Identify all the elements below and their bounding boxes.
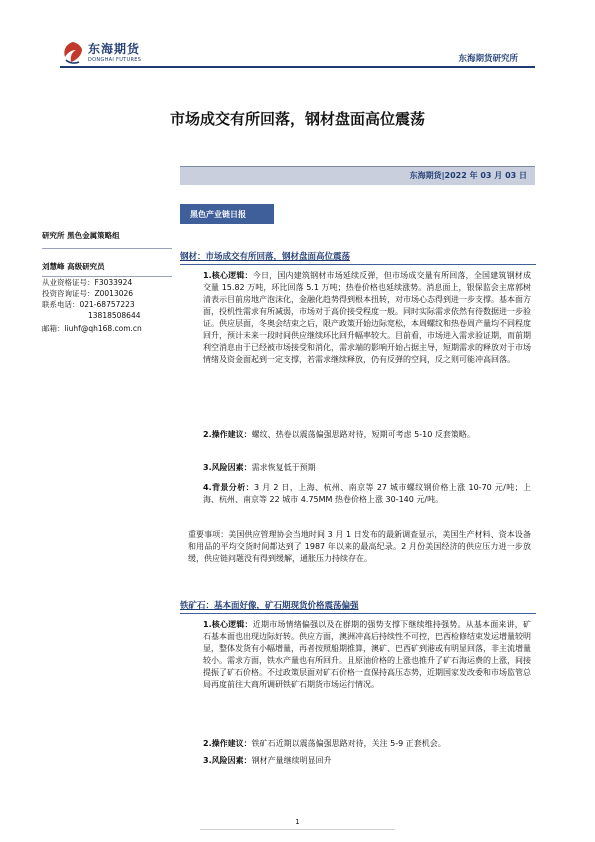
steel-risk-key: 3.风险因素： (203, 463, 252, 472)
logo-text-cn: 东海期货 (88, 42, 141, 56)
iron-ore-core-logic-text: 近期市场情绪偏强以及在群期的强势支撑下继续维持强势。从基本面来讲，矿石基本面也出现边际好转。供应方面，澳洲冲高后持续性不可控，巴西检修结束发运增量较明显，整体发货有小幅增量，再者按照船期推算，澳矿、巴西矿到港或有明显回落，非主流增量较小。需求方面，铁水产量也有所回升。且原油价格的上涨也推升了矿石海运费的上涨，间接提振了矿石价格。不过政策层面对矿石价格一直保持高压态势，近期国家发改委和市场监管总局再度前往大商所调研铁矿石期货市场运行情况。 (203, 620, 531, 689)
steel-core-logic (203, 270, 531, 366)
steel-operation-advice (203, 429, 531, 441)
contact-phone-2: 13818508644 (88, 311, 141, 320)
analyst-name: 刘慧峰 高级研究员 (42, 261, 172, 277)
chain-label: 黑色产业链日报 (190, 210, 246, 219)
iron-ore-core-logic-key: 1.核心逻辑： (203, 620, 253, 629)
page-number: 1 (295, 818, 300, 826)
steel-background-text: 3 月 2 日，上海、杭州、南京等 27 城市螺纹钢价格上涨 10-70 元/吨；上海、杭州、南京等 22 城市 4.75MM 热卷价格上涨 30-140 元/吨。 (203, 483, 531, 504)
report-title: 市场成交有所回落，钢材盘面高位震荡 (169, 110, 425, 128)
iron-ore-operation-key: 2.操作建议： (203, 739, 252, 748)
steel-risk-factor (203, 462, 531, 474)
steel-core-logic-text: 今日，国内建筑钢材市场延续反弹，但市场成交量有所回落，全国建筑钢材成交量 15.82 万吨，环比回落 5.1 万吨；热卷价格也延续涨势。消息面上，银保监会主席郭树清表示目前房地产泡沫化，金融化趋势得到根本扭转，对市场心态得到进一步支撑。基本面方面，投机性需求有所减弱，市场对于高价接受程度一般。同时实际需求依然有待数据进一步验证。供应层面，冬奥会结束之后，限产政策开始边际宽松，本周螺纹和热卷周产量均不同程度回升，预计未来一段时间供应继续环比回升幅率较大。目前看，市场进入需求验证期，而前期利空消息由于已经被市场接受和消化，需求端的影响开始占据主导，短期需求的释放对于市场情绪及资金面起到一定支撑，若需求继续释放，仍有反弹的空间，反之则可能冲高回落。 (203, 271, 531, 364)
iron-ore-core-logic (203, 619, 531, 691)
steel-core-logic-key: 1.核心逻辑： (203, 271, 253, 280)
steel-important-note: 重要事项：美国供应管理协会当地时间 3 月 1 日发布的最新调查显示，美国生产材料、资本设备和用品的平均交货时间都达到了 1987 年以来的最高纪录。2 月份美国经济的供应压力进一步放缓，供应链问题没有得到缓解，通胀压力持续存在。 (188, 530, 531, 563)
iron-ore-operation-advice (203, 738, 531, 750)
contact-email[interactable]: 邮箱：liuhf@qh168.com.cn (42, 324, 142, 333)
donghai-logo-icon (60, 40, 86, 66)
steel-section-heading: 钢材：市场成交有所回落，钢材盘面高位震荡 (180, 250, 536, 265)
steel-operation-text: 螺纹、热卷以震荡偏强思路对待，短期可考虑 5-10 反套策略。 (251, 430, 475, 439)
chain-label-banner (180, 204, 274, 224)
footer-divider (200, 829, 395, 830)
iron-ore-risk-text: 钢材产量继续明显回升 (251, 756, 332, 765)
analyst-sidebar (42, 230, 172, 334)
date-banner (180, 166, 535, 185)
iron-ore-section-heading: 铁矿石：基本面好像，矿石期现货价格震荡偏强 (180, 599, 536, 614)
qualification-number: 从业资格证号：F3033924 (42, 278, 133, 287)
report-date: 东海期货|2022 年 03 月 03 日 (409, 171, 527, 180)
steel-background-key: 4.背景分析： (203, 483, 255, 492)
iron-ore-risk-key: 3.风险因素： (203, 756, 252, 765)
steel-risk-text: 需求恢复低于预期 (251, 463, 316, 472)
header-institute-label: 东海期货研究所 (458, 54, 518, 64)
iron-ore-operation-text: 铁矿石近期以震荡偏强思路对待，关注 5-9 正套机会。 (251, 739, 446, 748)
consulting-number: 投资咨询证号：Z0013026 (42, 289, 134, 298)
logo-text-en: DONGHAI FUTURES (88, 57, 142, 63)
steel-background-analysis (203, 482, 531, 506)
steel-operation-key: 2.操作建议： (203, 430, 252, 439)
research-group: 研究所 黑色金属策略组 (42, 230, 172, 249)
iron-ore-risk-factor (203, 755, 531, 767)
header-divider (60, 66, 535, 68)
contact-phone: 联系电话：021-68757223 (42, 300, 135, 309)
